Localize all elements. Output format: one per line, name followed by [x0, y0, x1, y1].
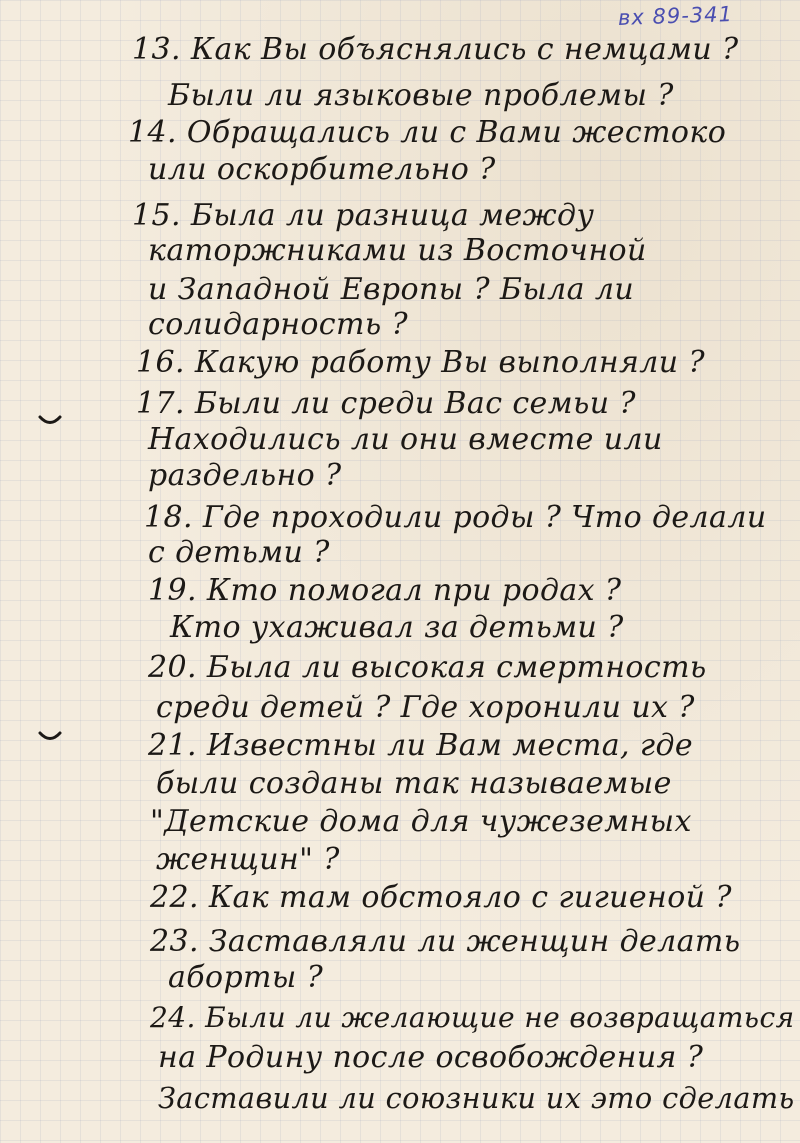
question-14-line-1: 14. Обращались ли с Вами жестоко — [128, 115, 727, 150]
archive-stamp: вх 89-341 — [617, 2, 734, 30]
question-15-line-3: и Западной Европы ? Была ли — [148, 272, 635, 307]
punch-hole-mark — [38, 730, 62, 744]
question-19-line-1: 19. Кто помогал при родах ? — [148, 573, 622, 608]
question-15-line-4: солидарность ? — [148, 307, 409, 342]
question-14-line-2: или оскорбительно ? — [148, 152, 496, 187]
question-20-line-1: 20. Была ли высокая смертность — [148, 650, 707, 685]
question-22-line-1: 22. Как там обстояло с гигиеной ? — [150, 880, 732, 915]
question-21-line-1: 21. Известны ли Вам места, где — [148, 728, 694, 763]
question-19-line-2: Кто ухаживал за детьми ? — [170, 610, 624, 645]
question-13-line-1: 13. Как Вы объяснялись с немцами ? — [132, 32, 739, 67]
question-21-line-3: "Детские дома для чужеземных — [150, 804, 692, 839]
question-13-line-2: Были ли языковые проблемы ? — [168, 78, 674, 113]
question-20-line-2: среди детей ? Где хоронили их ? — [156, 690, 695, 725]
question-24-line-1: 24. Были ли желающие не возвращаться — [150, 1001, 795, 1034]
question-21-line-4: женщин" ? — [156, 842, 340, 877]
question-17-line-3: раздельно ? — [148, 458, 342, 493]
question-16-line-1: 16. Какую работу Вы выполняли ? — [136, 345, 705, 380]
question-15-line-1: 15. Была ли разница между — [132, 198, 595, 233]
question-24-line-3: Заставили ли союзники их это сделать — [158, 1081, 795, 1115]
question-24-line-2: на Родину после освобождения ? — [158, 1040, 704, 1075]
question-23-line-2: аборты ? — [168, 960, 324, 995]
question-23-line-1: 23. Заставляли ли женщин делать — [150, 924, 741, 959]
punch-hole-mark — [38, 414, 62, 428]
question-17-line-1: 17. Были ли среди Вас семьи ? — [136, 386, 636, 421]
question-17-line-2: Находились ли они вместе или — [148, 422, 663, 457]
question-15-line-2: каторжниками из Восточной — [148, 233, 647, 268]
question-21-line-2: были созданы так называемые — [156, 766, 672, 801]
question-18-line-1: 18. Где проходили роды ? Что делали — [144, 500, 767, 535]
question-18-line-2: с детьми ? — [148, 535, 330, 570]
